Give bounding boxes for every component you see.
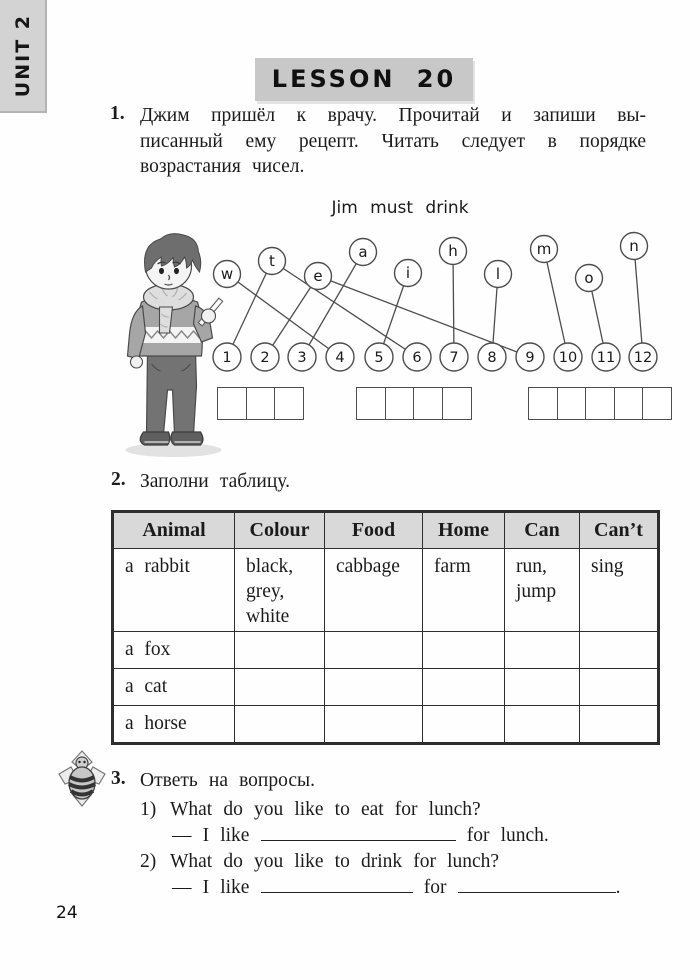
unit-tab (0, 0, 47, 113)
table-cell-empty[interactable] (580, 706, 659, 744)
table-cell: a rabbit (113, 549, 235, 632)
table-row (113, 632, 659, 669)
answer-cell[interactable] (246, 387, 276, 420)
question-1-number: 1) (140, 799, 157, 820)
letter-circle-label: t (269, 252, 275, 270)
table-cell-empty[interactable] (325, 632, 423, 669)
column-header: Animal (113, 512, 235, 549)
table-cell-empty[interactable] (423, 706, 505, 744)
connection-lines (227, 246, 643, 357)
question-2-number: 2) (140, 851, 157, 872)
column-header: Can (505, 512, 580, 549)
exercise3-title: Ответь на вопросы. (140, 770, 315, 791)
exercise2-number: 2. (111, 469, 126, 490)
table-cell: farm (423, 549, 505, 632)
unit-tab-label: UNIT 2 (11, 13, 34, 98)
puzzle-caption: Jim must drink (331, 198, 469, 218)
answer-line-1 (140, 823, 660, 849)
exercise1-text (140, 103, 646, 180)
table-row (113, 669, 659, 706)
letter-circle-label: h (448, 242, 458, 260)
page-number: 24 (56, 903, 78, 923)
table-cell-empty[interactable] (580, 669, 659, 706)
number-circle-label: 2 (260, 350, 270, 366)
answer-boxes-word2 (356, 387, 472, 420)
question-2 (140, 849, 660, 875)
letter-circle-label: i (405, 264, 411, 282)
answer-2-mid: for (423, 877, 447, 898)
table-cell: a fox (113, 632, 235, 669)
number-circle-label: 9 (525, 350, 535, 366)
answer-2-prefix: — I like (172, 877, 250, 898)
answer-cell[interactable] (614, 387, 644, 420)
answer-cell[interactable] (557, 387, 587, 420)
column-header: Colour (235, 512, 325, 549)
table-cell-empty[interactable] (423, 669, 505, 706)
exercise2-title: Заполни таблицу. (140, 471, 290, 492)
table-cell-empty[interactable] (325, 706, 423, 744)
puzzle-graphic (185, 228, 675, 376)
letter-circle-label: l (495, 265, 501, 283)
animals-table (111, 510, 660, 745)
answer-boxes-word1 (217, 387, 304, 420)
table-cell: sing (580, 549, 659, 632)
table-cell-empty[interactable] (235, 632, 325, 669)
table-cell-empty[interactable] (505, 632, 580, 669)
boy-hand (131, 356, 143, 368)
connection-line (544, 249, 568, 357)
column-header: Home (423, 512, 505, 549)
number-circle-label: 5 (374, 350, 384, 366)
connection-line (634, 246, 643, 357)
answer-1-blank[interactable] (261, 825, 456, 841)
answer-line-2 (140, 875, 660, 901)
letter-circle-label: a (358, 243, 368, 261)
table-header-row (113, 512, 659, 549)
table-cell: a horse (113, 706, 235, 744)
table-cell: black, grey, white (235, 549, 325, 632)
table-row (113, 706, 659, 744)
letter-circle-label: e (313, 267, 323, 285)
answer-2-end: . (615, 877, 621, 898)
column-header: Can’t (580, 512, 659, 549)
table-cell-empty[interactable] (505, 706, 580, 744)
table-cell-empty[interactable] (505, 669, 580, 706)
bee-icon (56, 750, 108, 808)
boy-shoe (140, 432, 170, 445)
answer-1-suffix: for lunch. (466, 825, 549, 846)
number-circle-label: 4 (335, 350, 345, 366)
table-row (113, 549, 659, 632)
table-cell-empty[interactable] (580, 632, 659, 669)
letter-circle-label: o (584, 269, 594, 287)
table-cell: run, jump (505, 549, 580, 632)
number-circle-label: 12 (633, 350, 653, 366)
table-cell-empty[interactable] (235, 669, 325, 706)
exercise3-number: 3. (111, 768, 126, 789)
table-cell-empty[interactable] (325, 669, 423, 706)
boy-shadow (126, 443, 222, 457)
answer-cell[interactable] (413, 387, 443, 420)
question-1 (140, 797, 660, 823)
connection-line (453, 251, 454, 357)
answer-cell[interactable] (385, 387, 415, 420)
column-header: Food (325, 512, 423, 549)
number-circle-label: 8 (487, 350, 497, 366)
letter-circle-label: w (220, 265, 234, 283)
answer-cell[interactable] (642, 387, 672, 420)
number-circle-label: 1 (222, 350, 232, 366)
exercise1-line: писанный ему рецепт. Читать следует в порядке (140, 130, 646, 152)
answer-2-blank-2[interactable] (458, 877, 616, 893)
question-2-text: What do you like to drink for lunch? (170, 851, 500, 872)
letter-circles (214, 233, 648, 292)
answer-cell[interactable] (274, 387, 304, 420)
answer-cell[interactable] (528, 387, 558, 420)
letter-circle-label: n (629, 237, 639, 255)
question-1-text: What do you like to eat for lunch? (170, 799, 481, 820)
table-cell: a cat (113, 669, 235, 706)
answer-2-blank-1[interactable] (261, 877, 413, 893)
answer-boxes-word3 (528, 387, 672, 420)
number-circle-label: 6 (412, 350, 422, 366)
exercise1-line: возрастания чисел. (140, 156, 305, 177)
answer-cell[interactable] (442, 387, 472, 420)
exercise1-line: Джим пришёл к врачу. Прочитай и запиши вы- (140, 105, 646, 126)
table-cell-empty[interactable] (423, 632, 505, 669)
answer-cell[interactable] (585, 387, 615, 420)
exercise3-items (140, 797, 660, 901)
lesson-title: LESSON 20 (255, 58, 473, 101)
number-circle-label: 3 (297, 350, 307, 366)
answer-cell[interactable] (356, 387, 386, 420)
number-circle-label: 7 (449, 350, 459, 366)
letter-circle-label: m (536, 240, 552, 258)
number-circle-label: 10 (558, 350, 578, 366)
answer-1-prefix: — I like (172, 825, 250, 846)
exercise1-number: 1. (110, 103, 125, 124)
number-circle-label: 11 (596, 350, 616, 366)
answer-cell[interactable] (217, 387, 247, 420)
number-circles (213, 343, 657, 371)
table-cell: cabbage (325, 549, 423, 632)
boy-shoe (171, 432, 203, 445)
table-cell-empty[interactable] (235, 706, 325, 744)
